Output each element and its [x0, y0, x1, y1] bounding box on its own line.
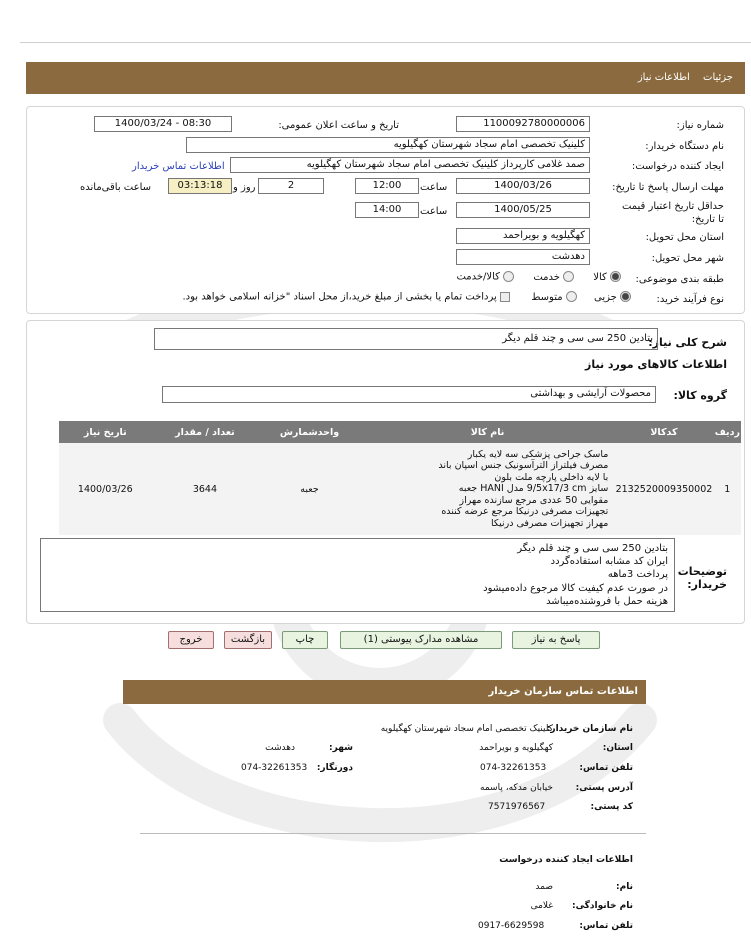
goods-group-field: محصولات آرایشی و بهداشتی — [162, 386, 656, 403]
deadline-label: مهلت ارسال پاسخ تا تاریخ: — [612, 182, 724, 193]
cell-code: 2132520009350002 — [614, 443, 713, 535]
category-goods-label: کالا — [593, 271, 607, 283]
postal-label: کد پستی: — [590, 802, 633, 812]
cell-name: ماسک جراحی پزشکی سه لایه یکبار مصرف فیلتراز الترآسونیک جنس اسپان باند با لایه داخلی پارچه ملت بلون سایز 9/5x17/3 cm مدل HANI جعبه مقوایی 50 عددی مرجع سازنده مهراز تجهیزات مصرفی درنیکا مرجع عرضه کننده مهراز تجهیزات مصرفی درنیکا — [361, 443, 615, 535]
col-name: نام کالا — [361, 421, 615, 443]
remaining-label: ساعت باقی‌مانده — [80, 182, 152, 193]
validity-time-field: 14:00 — [355, 202, 419, 218]
contact-phone-label: تلفن تماس: — [579, 763, 633, 773]
payment-note: پرداخت تمام یا بخشی از مبلغ خرید،از محل اسناد "خزانه اسلامی خواهد بود. — [182, 291, 497, 303]
address-label: آدرس پستی: — [575, 783, 633, 793]
general-desc-field: بتادین 250 سی سی و چند قلم دیگر — [154, 328, 658, 350]
province-field: کهگیلویه و بویراحمد — [456, 228, 590, 244]
col-date: تاریخ نیاز — [59, 421, 152, 443]
category-service-label: خدمت — [533, 271, 560, 283]
creator-phone-label: تلفن تماس: — [579, 921, 633, 931]
process-partial-label: جزیی — [593, 291, 617, 303]
category-service-radio[interactable] — [563, 271, 574, 282]
category-goods-radio[interactable] — [610, 271, 621, 282]
buyer-label: نام دستگاه خریدار: — [645, 141, 724, 152]
cell-row: 1 — [714, 443, 741, 535]
validity-time-label: ساعت — [420, 206, 448, 217]
process-options — [183, 291, 632, 303]
process-partial-radio[interactable] — [620, 291, 631, 302]
creator-label: ایجاد کننده درخواست: — [631, 161, 724, 172]
need-number-label: شماره نیاز: — [676, 120, 724, 131]
table-row[interactable] — [59, 443, 741, 535]
creator-family-value: غلامی — [530, 901, 553, 911]
process-medium-radio[interactable] — [566, 291, 577, 302]
goods-group-label: گروه کالا: — [673, 389, 727, 402]
contact-province-value: کهگیلویه و بویراحمد — [479, 743, 553, 753]
print-button[interactable]: چاپ — [282, 631, 328, 649]
cell-date: 1400/03/26 — [59, 443, 152, 535]
table-header-row — [59, 421, 741, 443]
need-number-field: 1100092780000006 — [456, 116, 590, 132]
buyer-notes-label: توضیحات خریدار: — [677, 565, 727, 591]
deadline-time-label: ساعت — [420, 182, 448, 193]
back-button[interactable]: بازگشت — [224, 631, 272, 649]
tab-need-info[interactable]: اطلاعات نیاز — [637, 72, 690, 83]
remaining-time-field: 03:13:18 — [168, 178, 232, 194]
treasury-checkbox[interactable] — [500, 292, 510, 302]
validity-label: حداقل تاریخ اعتبار قیمت تا تاریخ: — [621, 201, 724, 225]
contact-city-label: شهر: — [329, 743, 353, 753]
creator-name-label: نام: — [616, 882, 633, 892]
creator-phone-value: 0917-6629598 — [478, 921, 545, 931]
announce-label: تاریخ و ساعت اعلان عمومی: — [278, 120, 399, 131]
creator-family-label: نام خانوادگی: — [571, 901, 633, 911]
category-goods-service-label: کالا/خدمت — [456, 271, 500, 283]
creator-name-value: صمد — [535, 882, 553, 892]
days-field: 2 — [258, 178, 324, 194]
city-field: دهدشت — [456, 249, 590, 265]
general-desc-label: شرح کلی نیاز: — [648, 336, 727, 349]
deadline-date-field: 1400/03/26 — [456, 178, 590, 194]
validity-date-field: 1400/05/25 — [456, 202, 590, 218]
buyer-contact-link[interactable]: اطلاعات تماس خریدار — [132, 161, 225, 172]
city-label: شهر محل تحویل: — [651, 253, 724, 264]
contact-province-label: استان: — [602, 743, 633, 753]
address-value: خیابان مدکه، پاسمه — [480, 783, 553, 793]
buyer-notes-box: بتادین 250 سی سی و چند قلم دیگر ایران کد مشابه استفاده‌گردد پرداخت 3ماهه در صورت عدم کیفیت کالا مرجوع داده‌میشود هزینه حمل با فروشنده‌میباشد — [40, 538, 675, 612]
contact-header — [123, 680, 646, 704]
category-label: طبقه بندی موضوعی: — [635, 274, 724, 285]
contact-divider — [140, 833, 646, 834]
creator-info-title: اطلاعات ایجاد کننده درخواست — [499, 855, 633, 865]
buyer-field: کلینیک تخصصی امام سجاد شهرستان کهگیلویه — [186, 137, 590, 153]
col-qty: تعداد / مقدار — [152, 421, 259, 443]
col-code: کدکالا — [614, 421, 713, 443]
province-label: استان محل تحویل: — [645, 232, 724, 243]
postal-value: 7571976567 — [488, 802, 546, 812]
top-divider — [20, 42, 751, 43]
org-label: نام سازمان خریدار: — [546, 724, 633, 734]
contact-phone-value: 074-32261353 — [480, 763, 547, 773]
process-medium-label: متوسط — [531, 291, 563, 303]
goods-table — [59, 421, 741, 535]
cell-unit: جعبه — [258, 443, 361, 535]
fax-label: دورنگار: — [316, 763, 353, 773]
reply-button[interactable]: پاسخ به نیاز — [512, 631, 600, 649]
contact-city-value: دهدشت — [265, 743, 295, 753]
contact-title: اطلاعات تماس سازمان خریدار — [488, 686, 638, 697]
creator-field: صمد غلامی کارپرداز کلینیک تخصصی امام سجاد شهرستان کهگیلویه — [230, 157, 590, 173]
exit-button[interactable]: خروج — [168, 631, 214, 649]
header-bar — [26, 62, 745, 94]
announce-field: 1400/03/24 - 08:30 — [94, 116, 232, 132]
category-goods-service-radio[interactable] — [503, 271, 514, 282]
attachments-button[interactable]: مشاهده مدارک پیوستی (1) — [340, 631, 502, 649]
fax-value: 074-32261353 — [241, 763, 308, 773]
process-label: نوع فرآیند خرید: — [656, 294, 724, 305]
col-row: ردیف — [714, 421, 741, 443]
goods-info-label: اطلاعات کالاهای مورد نیاز — [585, 358, 727, 371]
days-label: روز و — [233, 182, 256, 193]
col-unit: واحدشمارش — [258, 421, 361, 443]
org-value: کلینیک تخصصی امام سجاد شهرستان کهگیلویه — [380, 724, 553, 734]
deadline-time-field: 12:00 — [355, 178, 419, 194]
cell-qty: 3644 — [152, 443, 259, 535]
category-options — [456, 271, 621, 283]
tab-details[interactable]: جزئیات — [703, 72, 733, 83]
